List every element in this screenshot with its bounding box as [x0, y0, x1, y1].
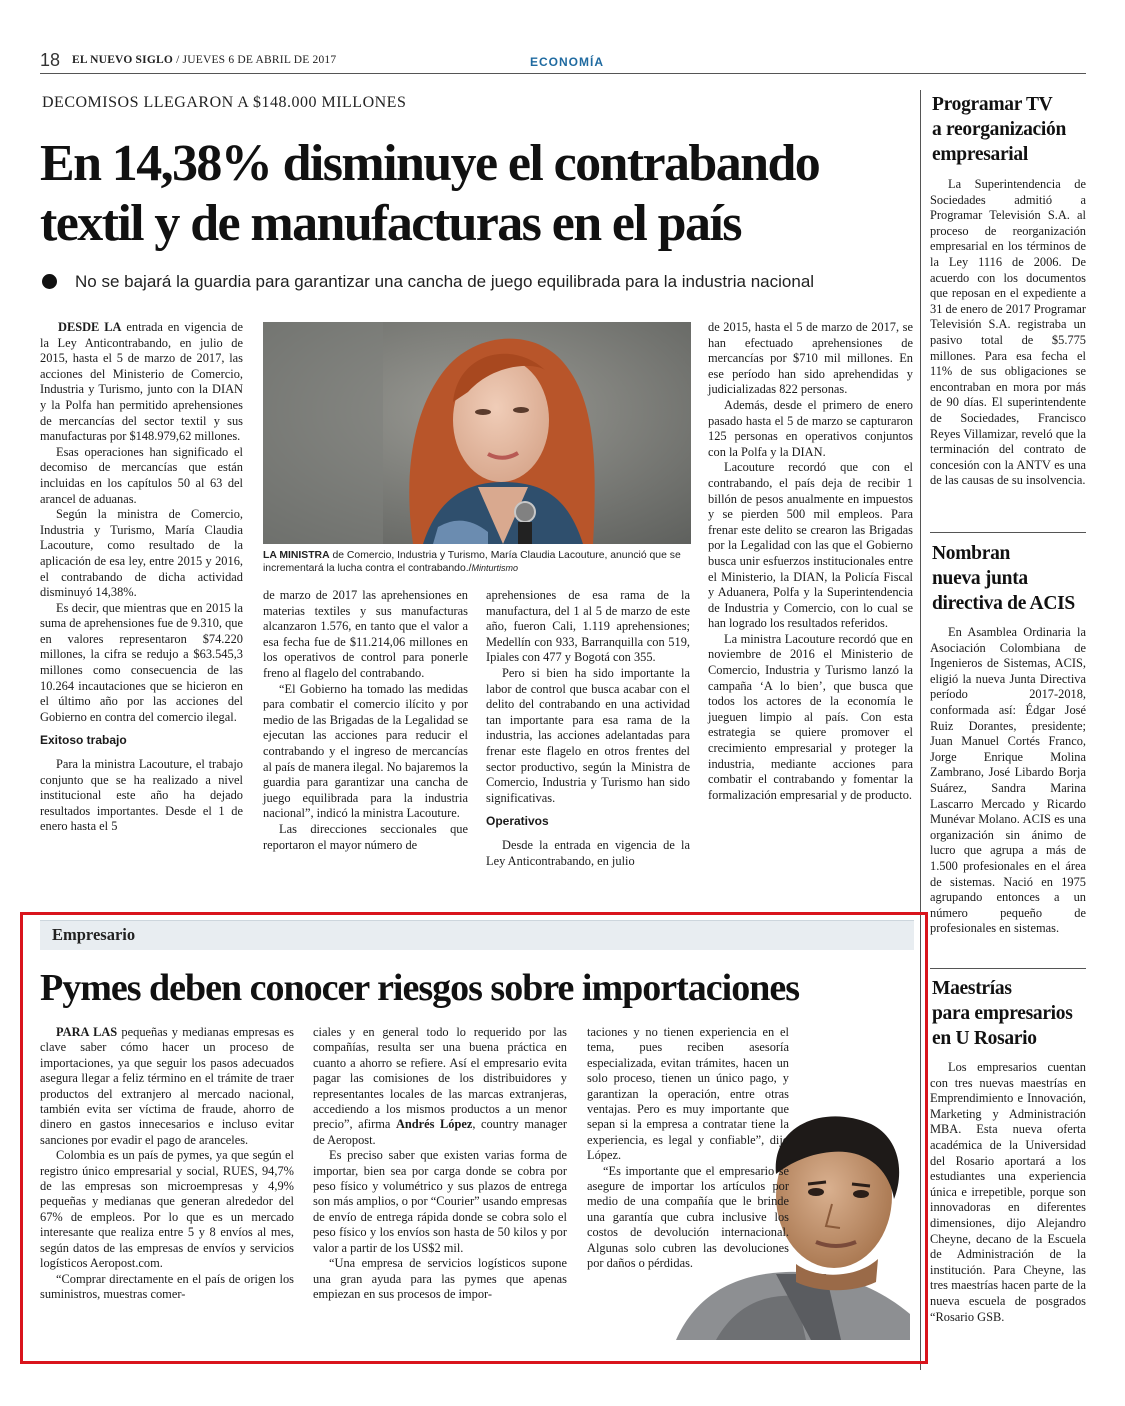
minister-photo-image	[263, 322, 691, 544]
lead-word: DESDE LA	[58, 320, 122, 334]
sidebar-title	[932, 92, 1066, 167]
second-headline: Pymes deben conocer riesgos sobre importaciones	[40, 967, 799, 1009]
title-line: directiva de ACIS	[932, 593, 1075, 614]
bullet-icon	[42, 274, 57, 289]
article-column-4	[708, 320, 913, 803]
paragraph: Las direcciones seccionales que reportaron el mayor número de	[263, 821, 468, 852]
paragraph: Lacouture recordó que con el contrabando, el país deja de recibir 1 billón de pesos anualmente en impuestos y se pierden 500 mil empleos. Para frenar este delito se crearon las Brigadas por la Legalidad con las que el Gobierno busca unir esfuerzos institucionales entre el Ministerio, la DIAN, la Policía Fiscal y Aduanera, Polfa y la Superintendencia de Industria y Comercio, con lo cual se han logrado los resultados referidos.	[708, 460, 913, 631]
paper-name: EL NUEVO SIGLO	[72, 54, 173, 66]
section-bar	[40, 920, 914, 950]
photo-credit: Minturtismo	[471, 563, 519, 573]
subheading: Exitoso trabajo	[40, 733, 127, 748]
sidebar-title	[932, 541, 1075, 616]
paragraph: pequeñas y medianas empresas es clave saber cómo hacer un proceso de importaciones, ya que seguir los pasos adecuados asegura llegar a feliz término en el trámite de traer productos del extranjero al mercado nacional, también evita ser víctima de fraude, ahorro de dinero en gastos innecesarios e incluso evitar sanciones por evadir el pago de aranceles.	[40, 1025, 294, 1147]
paragraph: Además, desde el primero de enero pasado hasta el 5 de marzo se capturaron 125 personas en operativos conjuntos con la Polfa y la DIAN.	[708, 397, 913, 459]
subheadline-text: No se bajará la guardia para garantizar una cancha de juego equilibrada para la industria nacional	[75, 272, 815, 291]
title-line: Nombran	[932, 543, 1011, 564]
section-label: ECONOMÍA	[530, 55, 604, 69]
minister-photo	[263, 322, 691, 544]
paragraph: Es decir, que mientras que en 2015 la suma de aprehensiones fue de 9.310, que en valores representaron $74.220 millones, la cifra se redujo a $63.545,3 millones como consecuencia de las 10.264 incautaciones que se hicieron en el último año por las acciones del Gobierno en contra del comercio ilegal.	[40, 600, 244, 724]
paragraph: Desde la entrada en vigencia de la Ley Anticontrabando, en julio	[486, 837, 690, 868]
newspaper-name	[72, 54, 336, 66]
paragraph: Esas operaciones han significado el decomiso de mercancías que están incluidas en los capítulos 50 al 63 del arancel de aduanas.	[40, 444, 243, 506]
paragraph: , country manager de Aeropost.	[313, 1117, 567, 1147]
paragraph: de 2015, hasta el 5 de marzo de 2017, se han efectuado aprehensiones de mercancías por $710 mil millones. En ese período han sido aprehendidas y judicializadas 822 personas.	[708, 320, 913, 397]
paragraph: Según la ministra de Comercio, Industria y Turismo, María Claudia Lacouture, como resultado de la aplicación de esa ley, entre 2015 y 2016, el contrabando de dicha actividad disminuyó 14,38%.	[40, 507, 243, 600]
paragraph: Pero si bien ha sido importante la labor de control que busca acabar con el delito del contrabando en una actividad tan importante para esa rama de la industria, las acciones adelantadas para frenar este flagelo en otros frentes del sector productivo, según la Ministra de Comercio, Industria y Turismo han sido significativas.	[486, 665, 690, 805]
photo-caption	[263, 549, 693, 575]
paragraph: “Una empresa de servicios logísticos supone una gran ayuda para las pymes que apenas empiezan en sus procesos de impor-	[313, 1256, 567, 1301]
article-headline: En 14,38% disminuye el contrabando textil y de manufacturas en el país	[40, 135, 820, 252]
second-column-1	[40, 1025, 294, 1302]
paragraph: “El Gobierno ha tomado las medidas para combatir el comercio ilícito y por medio de las Brigadas de la Legalidad se ejecutan las acciones para reducir el contrabando y el ingreso de mercancías al país de manera ilegal. No bajaremos la guardia para garantizar una cancha de juego equilibrada para la industria nacional”, indicó la ministra Lacouture.	[263, 681, 468, 821]
header-divider	[40, 73, 1086, 74]
subheading: Operativos	[486, 814, 549, 829]
section-bar-label: Empresario	[52, 925, 136, 944]
title-line: empresarial	[932, 144, 1028, 165]
title-line: nueva junta	[932, 568, 1028, 589]
title-line: a reorganización	[932, 119, 1067, 140]
page-number: 18	[40, 50, 61, 70]
paragraph: Colombia es un país de pymes, ya que según el registro único empresarial y social, RUES, 94,7% de las empresas son microempresas y 4,9% pequeñas y medianas que generan alrededor del 67% de empleos. Por lo que es un mercado interesante que realiza entre 5 y 8 envíos al mes, según datos de las empresas de envíos y servicios logísticos Aeropost.com.	[40, 1148, 294, 1271]
paragraph: “Comprar directamente en el país de origen los suministros, muestras comer-	[40, 1271, 294, 1301]
paragraph: Para la ministra Lacouture, el trabajo conjunto que se ha realizado a nivel institucional este año ha dejado resultados importantes. Desde el 1 de enero hasta el 5	[40, 757, 243, 834]
title-line: en U Rosario	[932, 1028, 1037, 1049]
paragraph: entrada en vigencia de la Ley Anticontrabando, en julio de 2015, hasta el 5 de marzo de 2017, las acciones del Ministerio de Comercio, Industria y Turismo, junto con la DIAN y la Polfa han permitido aprehensiones de mercancías del sector textil y sus manufacturas por $148.979,62 millones.	[40, 320, 243, 444]
paragraph: En Asamblea Ordinaria la Asociación Colombiana de Ingenieros de Sistemas, ACIS, eligió la nueva Junta Directiva período 2017-2018, conformada así: Édgar José Ruiz Dorantes, presidente; Juan Manuel Cortés Franco, Jorge Enrique Molina Zambrano, José Libardo Borja Suárez, Sandra Marina Lascarro Mercado y Ricardo Munévar Molano. ACIS es una organización sin ánimo de lucro que agrupa a más de 1.500 profesionales en el área de sistemas. Nació en 1975 agrupando entonces a un número pequeño de profesionales en sistemas.	[930, 625, 1086, 936]
article-column-2	[263, 588, 468, 853]
article-subheadline	[42, 272, 912, 292]
paragraph: La Superintendencia de Sociedades admitió a Programar Televisión S.A. al proceso de reorganización empresarial en los términos de la Ley 1116 de 2006. De acuerdo con los documentos que reposan en el expediente a 31 de enero de 2017 Programar Televisión S.A. registraba un pasivo total de $5.775 millones. Para esa fecha el 11% de sus obligaciones se encontraban en mora por más de 90 días. El superintendente de Sociedades, Francisco Reyes Villamizar, reveló que la terminación del contrato de concesión con la ANTV es una de las causas de su insolvencia.	[930, 177, 1086, 488]
title-line: para empresarios	[932, 1003, 1073, 1024]
person-name: Andrés López	[395, 1117, 473, 1132]
second-column-3	[587, 1025, 789, 1272]
paragraph: “Es importante que el empresario se asegure de importar los artículos por medio de una compañía que le brinde una garantía que cubra inclusive los costos de devolución internacional. Algunas solo cubren las devoluciones por daños o pérdidas.	[587, 1163, 789, 1271]
issue-date: / JUEVES 6 DE ABRIL DE 2017	[176, 54, 337, 66]
article-column-3	[486, 588, 690, 869]
lead-word: PARA LAS	[56, 1025, 118, 1039]
paragraph: La ministra Lacouture recordó que en noviembre de 2016 el Ministerio de Comercio, Industria y Turismo lanzó la campaña ‘A lo bien’, que busca que todos los actores de la economía le jueguen limpio al país. Con esta estrategia se quiere promover el crecimiento empresarial y proteger la industria, mediante acciones para combatir el contrabando y fomentar la formalización empresarial y de producto.	[708, 631, 913, 802]
sidebar-story-body	[930, 1060, 1086, 1325]
paragraph: aprehensiones de esa rama de la manufactura, del 1 al 5 de marzo de este año, fueron Cali, 1.119 aprehensiones; Medellín con 933, Barranquilla con 519, Ipiales con 477 y Bogotá con 355.	[486, 588, 690, 665]
article-column-1	[40, 320, 243, 835]
title-line: Maestrías	[932, 978, 1012, 999]
caption-text: de Comercio, Industria y Turismo, María Claudia Lacouture, anunció que se incrementará la lucha contra el contrabando./	[263, 550, 681, 574]
paragraph: Los empresarios cuentan con tres nuevas maestrías en Emprendimiento e Innovación, Marketing y Administración MBA. Esta nueva oferta académica de la Universidad del Rosario aportará a los estudiantes una experiencia única e irrepetible, porque son innovadoras en diferentes dimensiones, dijo Alejandro Cheyne, decano de la Escuela de Administración de la institución. Para Cheyne, las tres maestrías hacen parte de la nueva escuela de posgrados “Rosario GSB.	[930, 1060, 1086, 1324]
paragraph: Es preciso saber que existen varias forma de importar, bien sea por carga donde se cobra por peso físico y volumétrico y sus plazos de entrega son más amplios, o por “Courier” usando empresas de envío de entrega rápida donde se cobra solo el peso físico y los envíos son hasta de 50 kilos y por valor a partir de los US$2 mil.	[313, 1148, 567, 1255]
sidebar-rule	[930, 532, 1086, 533]
caption-lead: LA MINISTRA	[263, 550, 330, 561]
paragraph: de marzo de 2017 las aprehensiones en materias textiles y sus manufacturas alcanzaron 1.576, en tanto que el valor a esa fecha fue de $11.214,06 millones en los operativos de control para ponerle freno al flagelo del contrabando.	[263, 588, 468, 680]
sidebar-title	[932, 976, 1073, 1051]
sidebar-story-body	[930, 625, 1086, 937]
paragraph: ciales y en general todo lo requerido por las compañías, resulta ser una buena práctica en cuanto a ahorro se refiere. Así el empresario evita pagar las comisiones de los distribuidores y representantes locales de las marcas extranjeras, accediendo a los mismos productos a un menor precio”, afirma	[313, 1025, 567, 1132]
paragraph: taciones y no tienen experiencia en el tema, pues reciben asesoría especializada, evitan trámites, hacen un solo proceso, tienen un único pago, y garantizan la operación, entre otras ventajas. Pero es muy importante que sepan si la empresa a contratar tiene la experiencia, es legal y confiable”, dijo López.	[587, 1025, 789, 1163]
sidebar-story-body	[930, 177, 1086, 489]
title-line: Programar TV	[932, 94, 1053, 115]
article-kicker: DECOMISOS LLEGARON A $148.000 MILLONES	[42, 94, 407, 111]
second-column-2	[313, 1025, 567, 1302]
sidebar-rule	[930, 968, 1086, 969]
